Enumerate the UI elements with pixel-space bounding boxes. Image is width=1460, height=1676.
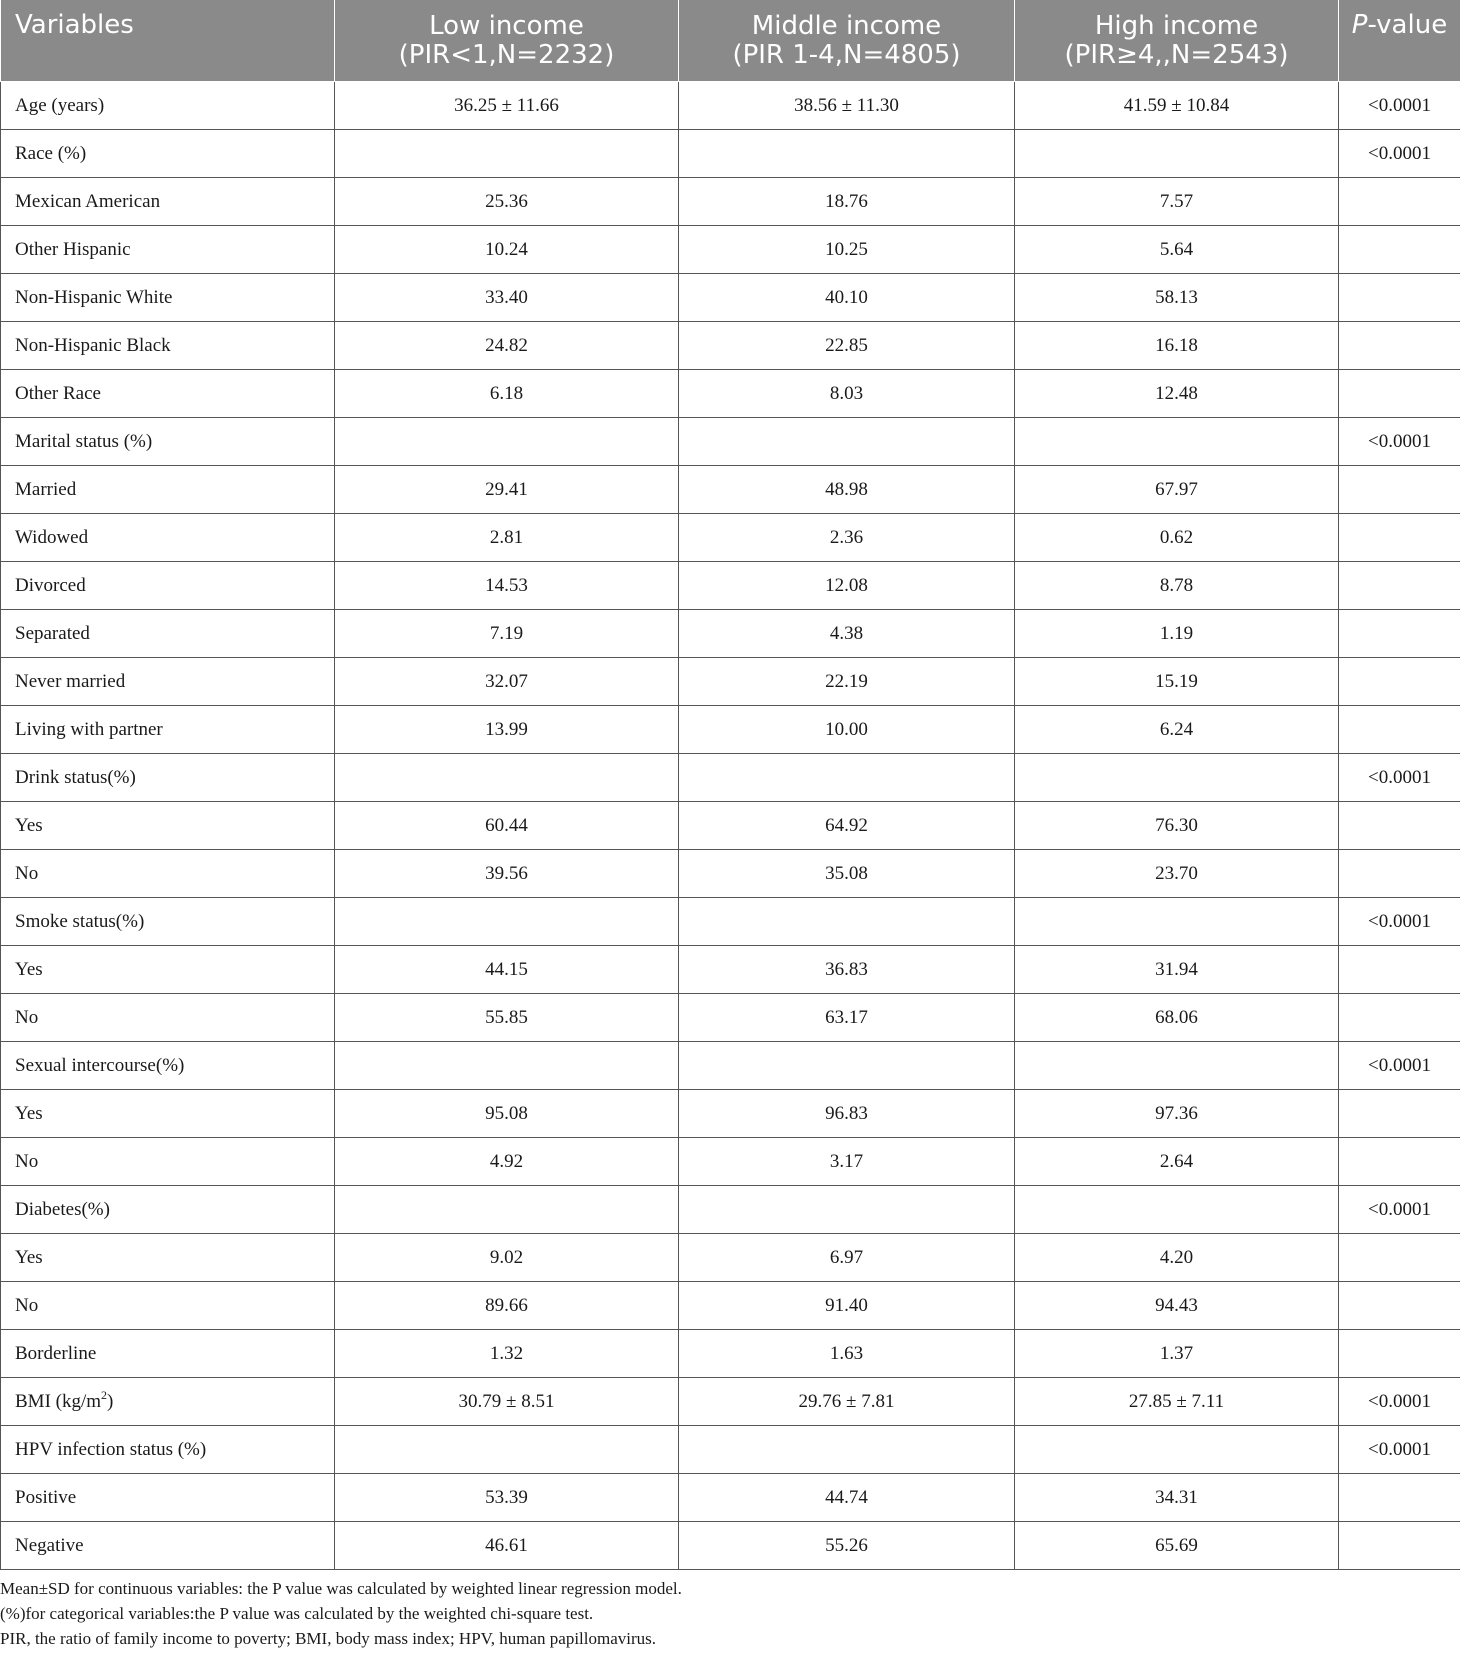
cell-middle-income: 91.40 [679, 1282, 1015, 1330]
row-label-text: Non-Hispanic White [15, 286, 173, 308]
cell-high-income: 65.69 [1015, 1522, 1339, 1570]
cell-middle-income: 44.74 [679, 1474, 1015, 1522]
row-label-text: BMI (kg/m [15, 1390, 102, 1412]
footnote-2: (%)for categorical variables:the P value was calculated by the weighted chi-square test. [0, 1604, 594, 1623]
cell-p-value [1339, 994, 1460, 1042]
footnote-3: PIR, the ratio of family income to poverty; BMI, body mass index; HPV, human papillomavirus. [0, 1629, 657, 1648]
table-row [1, 1426, 1460, 1474]
table-row [1, 610, 1460, 658]
row-label [1, 1522, 335, 1570]
cell-high-income [1015, 418, 1339, 466]
cell-p-value [1339, 802, 1460, 850]
cell-low-income: 55.85 [335, 994, 679, 1042]
row-label [1, 1138, 335, 1186]
table-row [1, 370, 1460, 418]
row-label [1, 322, 335, 370]
cell-high-income [1015, 898, 1339, 946]
footnote-1: Mean±SD for continuous variables: the P value was calculated by weighted linear regression model. [0, 1579, 682, 1598]
cell-high-income: 8.78 [1015, 562, 1339, 610]
cell-high-income: 0.62 [1015, 514, 1339, 562]
cell-high-income: 2.64 [1015, 1138, 1339, 1186]
cell-low-income: 2.81 [335, 514, 679, 562]
table-row [1, 1282, 1460, 1330]
row-label-text: Yes [15, 1102, 43, 1124]
header-p-value [1339, 0, 1460, 82]
row-label [1, 514, 335, 562]
cell-low-income: 14.53 [335, 562, 679, 610]
table-row [1, 1186, 1460, 1234]
cell-high-income: 68.06 [1015, 994, 1339, 1042]
cell-p-value [1339, 610, 1460, 658]
row-label-text: Non-Hispanic Black [15, 334, 171, 356]
row-label-text: Other Race [15, 382, 101, 404]
table-row [1, 178, 1460, 226]
cell-p-value [1339, 658, 1460, 706]
cell-high-income: 97.36 [1015, 1090, 1339, 1138]
cell-middle-income: 4.38 [679, 610, 1015, 658]
row-label [1, 274, 335, 322]
row-label [1, 850, 335, 898]
cell-low-income: 13.99 [335, 706, 679, 754]
cell-p-value: <0.0001 [1339, 1186, 1460, 1234]
cell-low-income [335, 1426, 679, 1474]
cell-low-income [335, 754, 679, 802]
table-row [1, 82, 1460, 130]
row-label-text: Divorced [15, 574, 86, 596]
cell-high-income: 15.19 [1015, 658, 1339, 706]
row-label [1, 418, 335, 466]
row-label-text: Marital status (%) [15, 430, 153, 452]
cell-p-value [1339, 1282, 1460, 1330]
row-label-text: Sexual intercourse(%) [15, 1054, 185, 1076]
header-low-income-sub: (PIR<1,N=2232) [398, 39, 615, 70]
cell-middle-income: 48.98 [679, 466, 1015, 514]
cell-high-income [1015, 130, 1339, 178]
row-label [1, 1330, 335, 1378]
table-row [1, 658, 1460, 706]
cell-p-value [1339, 1330, 1460, 1378]
row-label-tail: ) [107, 1390, 114, 1412]
table-row [1, 946, 1460, 994]
cell-low-income [335, 418, 679, 466]
cell-high-income: 31.94 [1015, 946, 1339, 994]
cell-p-value [1339, 178, 1460, 226]
row-label [1, 562, 335, 610]
cell-low-income: 95.08 [335, 1090, 679, 1138]
cell-low-income: 30.79 ± 8.51 [335, 1378, 679, 1426]
cell-middle-income: 64.92 [679, 802, 1015, 850]
cell-p-value: <0.0001 [1339, 754, 1460, 802]
row-label-text: Negative [15, 1534, 84, 1556]
cell-middle-income [679, 754, 1015, 802]
cell-high-income: 58.13 [1015, 274, 1339, 322]
row-label [1, 1042, 335, 1090]
cell-low-income: 60.44 [335, 802, 679, 850]
cell-low-income: 29.41 [335, 466, 679, 514]
row-label [1, 610, 335, 658]
cell-low-income: 53.39 [335, 1474, 679, 1522]
cell-middle-income: 1.63 [679, 1330, 1015, 1378]
cell-low-income: 10.24 [335, 226, 679, 274]
row-label-text: Separated [15, 622, 90, 644]
cell-low-income: 4.92 [335, 1138, 679, 1186]
cell-middle-income: 96.83 [679, 1090, 1015, 1138]
table-row [1, 1234, 1460, 1282]
cell-p-value: <0.0001 [1339, 1042, 1460, 1090]
cell-p-value: <0.0001 [1339, 898, 1460, 946]
cell-p-value: <0.0001 [1339, 1378, 1460, 1426]
row-label [1, 130, 335, 178]
header-high-income-title: High income [1094, 10, 1259, 41]
cell-p-value [1339, 1090, 1460, 1138]
row-label [1, 82, 335, 130]
table-row [1, 754, 1460, 802]
header-low-income-title: Low income [429, 10, 584, 41]
row-label [1, 946, 335, 994]
row-label [1, 754, 335, 802]
cell-high-income: 7.57 [1015, 178, 1339, 226]
cell-low-income: 24.82 [335, 322, 679, 370]
table-row [1, 514, 1460, 562]
row-label-text: No [15, 1006, 39, 1028]
cell-middle-income: 10.25 [679, 226, 1015, 274]
cell-middle-income: 55.26 [679, 1522, 1015, 1570]
cell-high-income: 27.85 ± 7.11 [1015, 1378, 1339, 1426]
cell-p-value [1339, 226, 1460, 274]
table-row [1, 130, 1460, 178]
cell-p-value [1339, 1474, 1460, 1522]
table-row [1, 1522, 1460, 1570]
row-label [1, 1090, 335, 1138]
row-label-text: Married [15, 478, 77, 500]
row-label [1, 1378, 335, 1426]
cell-p-value [1339, 562, 1460, 610]
cell-low-income: 32.07 [335, 658, 679, 706]
cell-low-income: 25.36 [335, 178, 679, 226]
cell-low-income: 44.15 [335, 946, 679, 994]
row-label [1, 1186, 335, 1234]
cell-low-income: 1.32 [335, 1330, 679, 1378]
row-label [1, 466, 335, 514]
row-label [1, 226, 335, 274]
cell-p-value: <0.0001 [1339, 82, 1460, 130]
cell-middle-income [679, 1042, 1015, 1090]
row-label-text: Yes [15, 814, 43, 836]
cell-p-value [1339, 514, 1460, 562]
row-label [1, 898, 335, 946]
row-label-text: Yes [15, 1246, 43, 1268]
row-label-text: Race (%) [15, 142, 87, 164]
table-row [1, 850, 1460, 898]
table-row [1, 226, 1460, 274]
table-row [1, 322, 1460, 370]
row-label-text: Never married [15, 670, 126, 692]
cell-middle-income [679, 1186, 1015, 1234]
cell-middle-income [679, 418, 1015, 466]
cell-high-income: 1.19 [1015, 610, 1339, 658]
table-row [1, 802, 1460, 850]
row-label-text: Widowed [15, 526, 89, 548]
cell-middle-income: 63.17 [679, 994, 1015, 1042]
cell-middle-income: 8.03 [679, 370, 1015, 418]
cell-p-value [1339, 466, 1460, 514]
cell-middle-income: 10.00 [679, 706, 1015, 754]
cell-p-value [1339, 1234, 1460, 1282]
cell-high-income: 6.24 [1015, 706, 1339, 754]
cell-p-value [1339, 706, 1460, 754]
cell-p-value [1339, 1522, 1460, 1570]
cell-low-income: 9.02 [335, 1234, 679, 1282]
row-label [1, 370, 335, 418]
cell-middle-income: 29.76 ± 7.81 [679, 1378, 1015, 1426]
cell-p-value: <0.0001 [1339, 130, 1460, 178]
header-high-income [1015, 0, 1339, 82]
cell-p-value [1339, 322, 1460, 370]
cell-high-income [1015, 1426, 1339, 1474]
cell-middle-income: 3.17 [679, 1138, 1015, 1186]
row-label-text: Drink status(%) [15, 766, 136, 788]
cell-middle-income: 22.19 [679, 658, 1015, 706]
table-row [1, 562, 1460, 610]
table-row [1, 418, 1460, 466]
cell-p-value [1339, 370, 1460, 418]
row-label-text: No [15, 1150, 39, 1172]
cell-p-value [1339, 946, 1460, 994]
table-row [1, 1474, 1460, 1522]
row-label-text: Positive [15, 1486, 77, 1508]
table-row [1, 1138, 1460, 1186]
cell-high-income: 4.20 [1015, 1234, 1339, 1282]
cell-high-income: 12.48 [1015, 370, 1339, 418]
row-label-text: Living with partner [15, 718, 163, 740]
row-label [1, 1474, 335, 1522]
footnotes [0, 1576, 1460, 1651]
table-row [1, 1378, 1460, 1426]
row-label-superscript: 2 [101, 1387, 108, 1402]
row-label-text: Age (years) [15, 94, 105, 116]
cell-low-income: 89.66 [335, 1282, 679, 1330]
cell-middle-income [679, 130, 1015, 178]
cell-middle-income: 6.97 [679, 1234, 1015, 1282]
row-label [1, 658, 335, 706]
header-middle-income [679, 0, 1015, 82]
row-label [1, 802, 335, 850]
row-label-text: Borderline [15, 1342, 97, 1364]
cell-high-income: 1.37 [1015, 1330, 1339, 1378]
cell-high-income: 67.97 [1015, 466, 1339, 514]
cell-middle-income: 22.85 [679, 322, 1015, 370]
cell-low-income: 46.61 [335, 1522, 679, 1570]
cell-p-value [1339, 1138, 1460, 1186]
table-header-row [1, 0, 1460, 82]
header-middle-income-title: Middle income [751, 10, 942, 41]
cell-p-value [1339, 274, 1460, 322]
header-middle-income-sub: (PIR 1-4,N=4805) [732, 39, 961, 70]
cell-middle-income: 36.83 [679, 946, 1015, 994]
row-label [1, 1426, 335, 1474]
table-row [1, 1090, 1460, 1138]
row-label [1, 994, 335, 1042]
cell-p-value: <0.0001 [1339, 1426, 1460, 1474]
cell-high-income: 41.59 ± 10.84 [1015, 82, 1339, 130]
table-row [1, 274, 1460, 322]
cell-middle-income: 35.08 [679, 850, 1015, 898]
cell-middle-income: 12.08 [679, 562, 1015, 610]
cell-middle-income: 40.10 [679, 274, 1015, 322]
cell-low-income [335, 1186, 679, 1234]
row-label-text: No [15, 862, 39, 884]
row-label-text: Smoke status(%) [15, 910, 145, 932]
cell-high-income [1015, 754, 1339, 802]
cell-middle-income: 2.36 [679, 514, 1015, 562]
table-row [1, 1330, 1460, 1378]
cell-high-income [1015, 1042, 1339, 1090]
cell-p-value: <0.0001 [1339, 418, 1460, 466]
row-label-text: HPV infection status (%) [15, 1438, 207, 1460]
row-label-text: No [15, 1294, 39, 1316]
header-p-italic: P [1351, 10, 1368, 40]
cell-low-income [335, 130, 679, 178]
cell-low-income [335, 898, 679, 946]
table-body [1, 82, 1460, 1570]
header-variables: Variables [1, 0, 335, 82]
header-low-income [335, 0, 679, 82]
cell-low-income: 36.25 ± 11.66 [335, 82, 679, 130]
row-label-text: Other Hispanic [15, 238, 131, 260]
row-label [1, 706, 335, 754]
cell-low-income: 39.56 [335, 850, 679, 898]
table-row [1, 706, 1460, 754]
header-high-income-sub: (PIR≥4,,N=2543) [1064, 39, 1289, 70]
cell-high-income: 94.43 [1015, 1282, 1339, 1330]
cell-low-income: 33.40 [335, 274, 679, 322]
cell-high-income: 34.31 [1015, 1474, 1339, 1522]
cell-p-value [1339, 850, 1460, 898]
cell-high-income: 23.70 [1015, 850, 1339, 898]
cell-middle-income [679, 898, 1015, 946]
table-row [1, 994, 1460, 1042]
cell-high-income: 16.18 [1015, 322, 1339, 370]
table-row [1, 898, 1460, 946]
row-label [1, 178, 335, 226]
cell-high-income: 76.30 [1015, 802, 1339, 850]
row-label [1, 1234, 335, 1282]
cell-middle-income: 38.56 ± 11.30 [679, 82, 1015, 130]
row-label-text: Diabetes(%) [15, 1198, 110, 1220]
cell-high-income: 5.64 [1015, 226, 1339, 274]
cell-high-income [1015, 1186, 1339, 1234]
cell-middle-income [679, 1426, 1015, 1474]
cell-middle-income: 18.76 [679, 178, 1015, 226]
table-row [1, 466, 1460, 514]
table-row [1, 1042, 1460, 1090]
row-label-text: Yes [15, 958, 43, 980]
row-label [1, 1282, 335, 1330]
cell-low-income: 6.18 [335, 370, 679, 418]
row-label-text: Mexican American [15, 190, 161, 212]
header-p-rest: -value [1367, 10, 1448, 40]
cell-low-income [335, 1042, 679, 1090]
cell-low-income: 7.19 [335, 610, 679, 658]
